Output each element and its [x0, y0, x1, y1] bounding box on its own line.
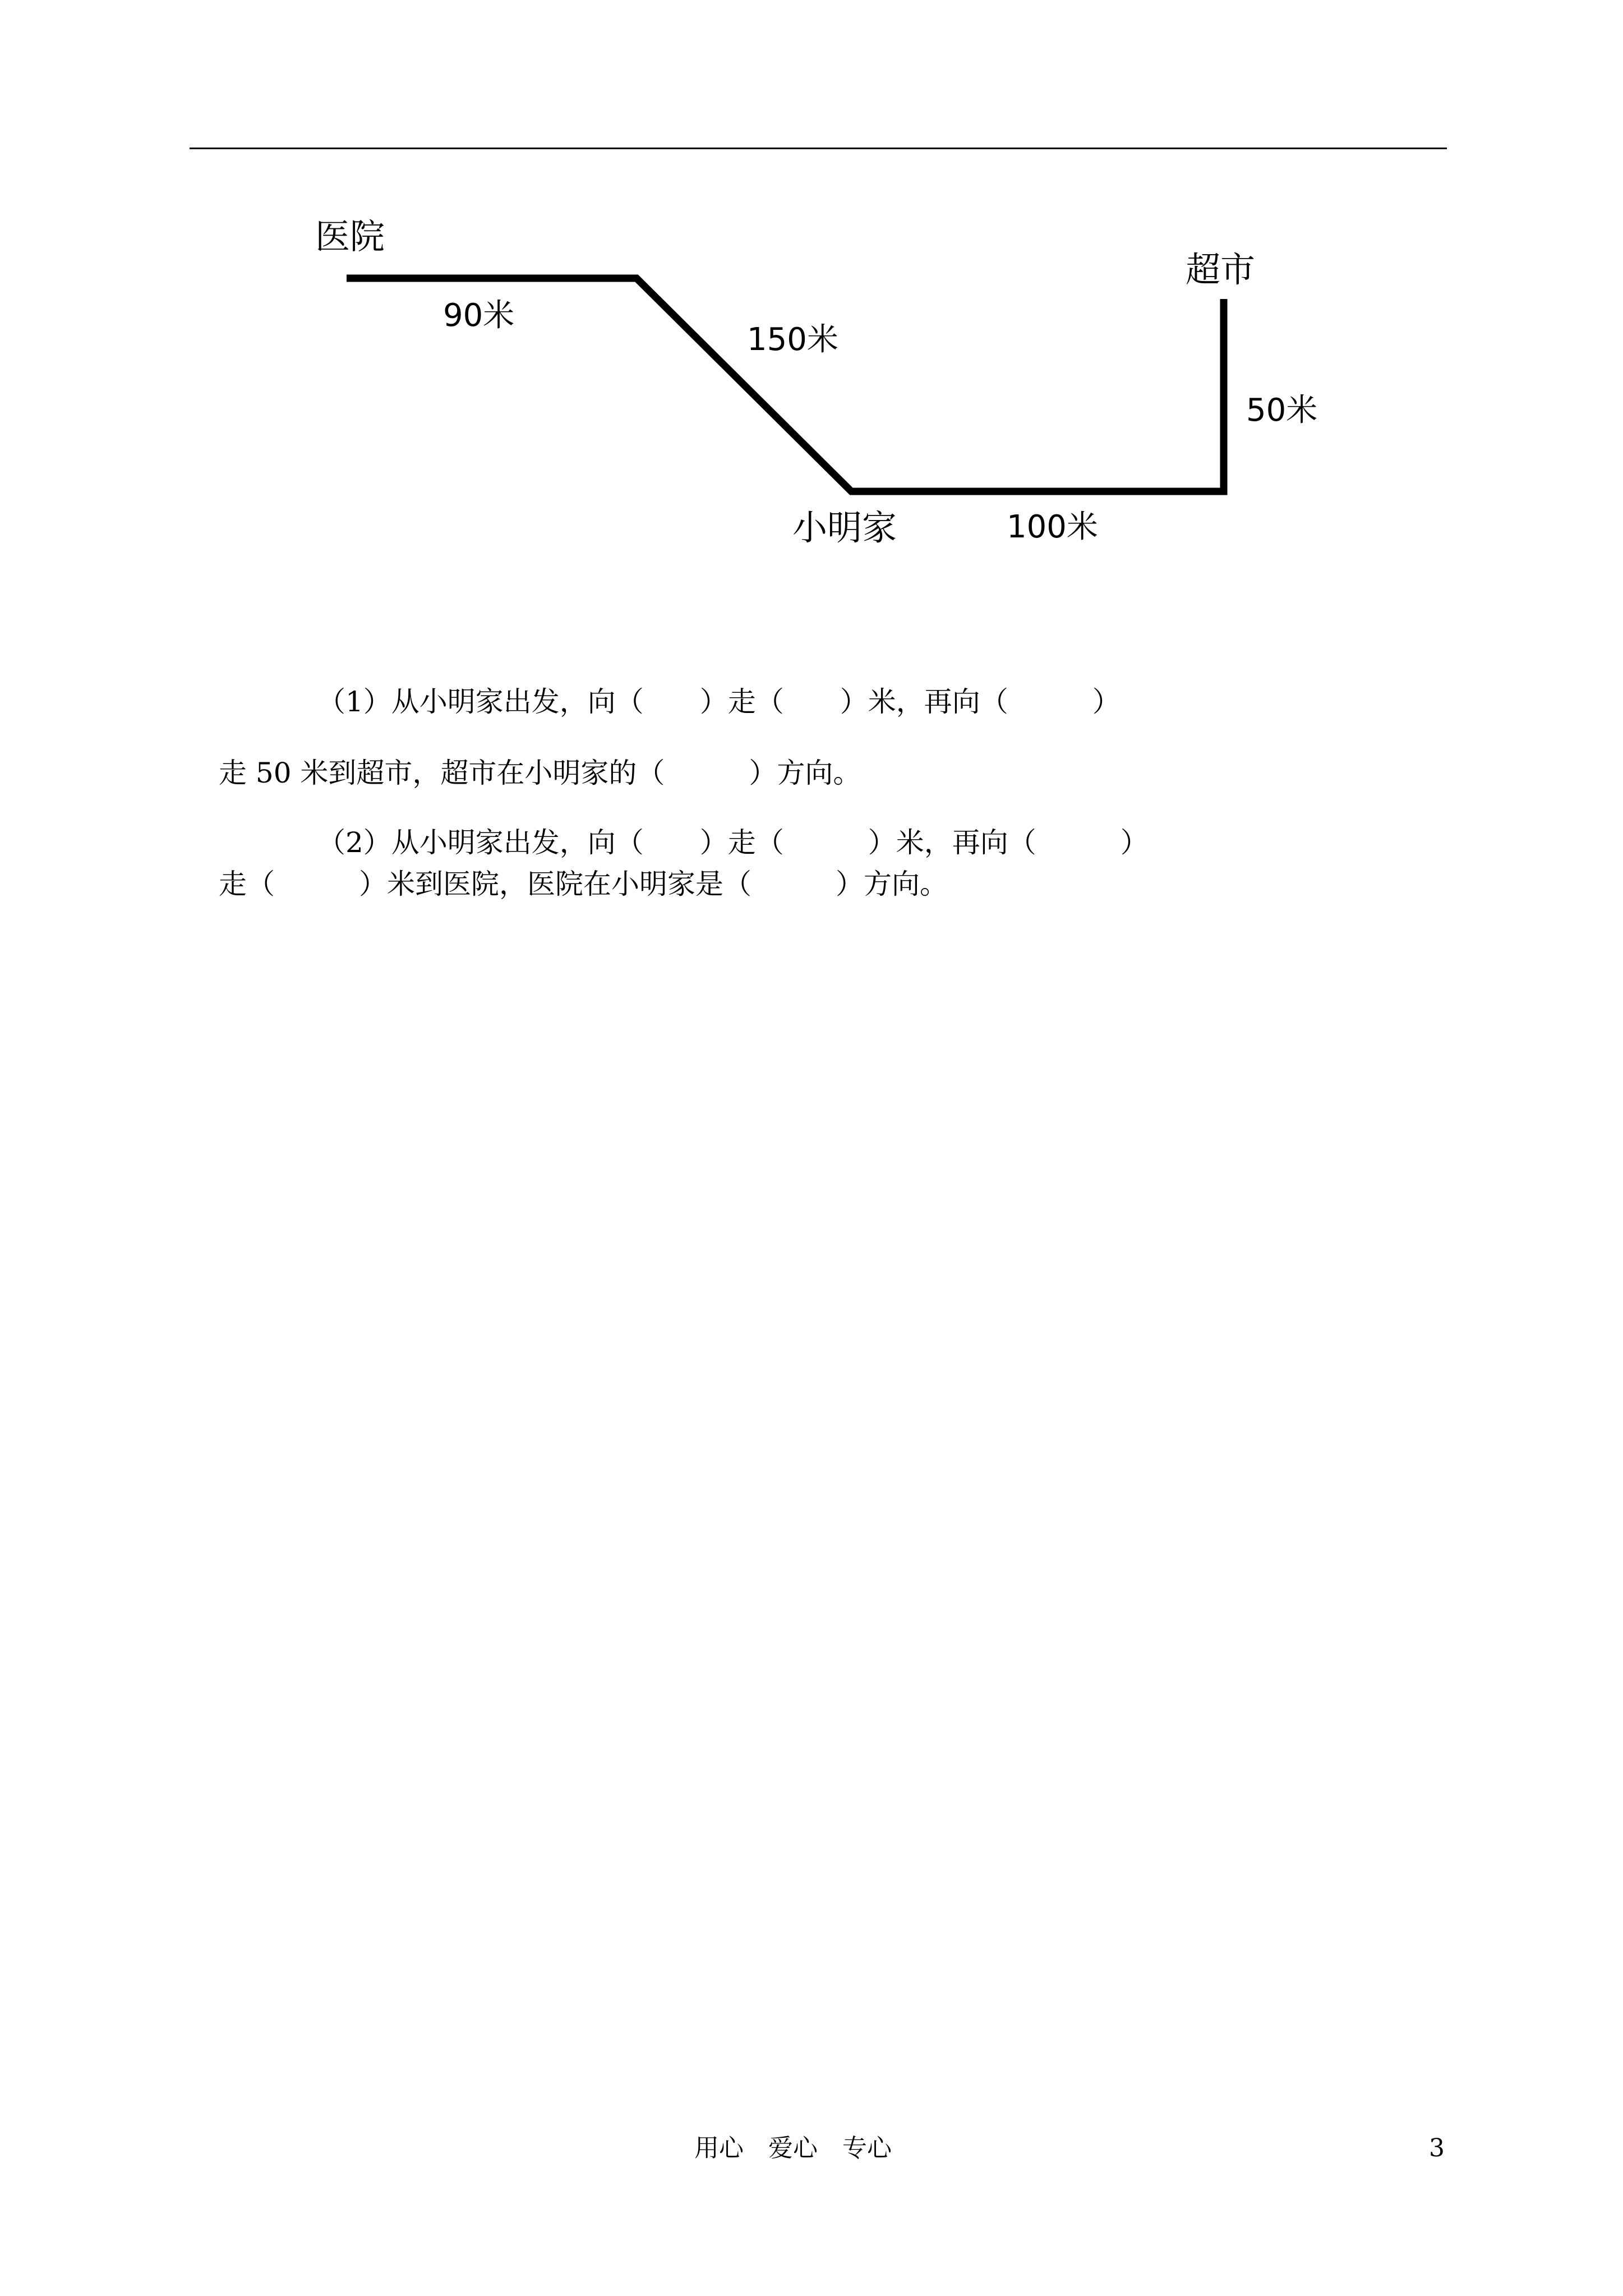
page-number: 3: [1429, 2134, 1445, 2162]
home-label: 小明家: [792, 507, 897, 548]
route-diagram: [0, 0, 1623, 617]
question-1-line-1: （1）从小明家出发，向（ ）走（ ）米，再向（ ）: [317, 685, 1121, 718]
question-1-line-2: 走 50 米到超市，超市在小明家的（ ）方向。: [219, 757, 861, 789]
distance-label-100: 100米: [1007, 509, 1098, 545]
supermarket-label: 超市: [1186, 249, 1256, 290]
distance-label-50: 50米: [1246, 392, 1318, 429]
distance-label-150: 150米: [747, 321, 838, 358]
footer-motto: 用心 爱心 专心: [694, 2134, 892, 2162]
hospital-label: 医院: [315, 216, 385, 257]
question-2-line-1: （2）从小明家出发，向（ ）走（ ）米，再向（ ）: [317, 826, 1149, 859]
question-2-line-2: 走（ ）米到医院，医院在小明家是（ ）方向。: [219, 868, 948, 900]
distance-label-90: 90米: [443, 297, 515, 334]
